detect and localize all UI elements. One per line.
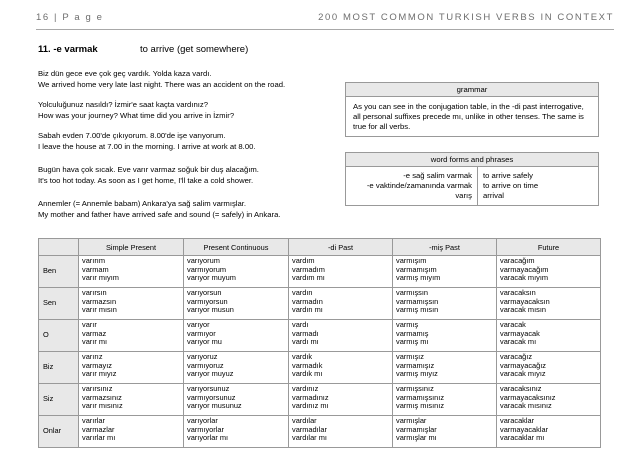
grammar-heading: grammar bbox=[346, 83, 598, 97]
verb-form: varmayız bbox=[82, 360, 112, 370]
conjugation-cell bbox=[184, 384, 289, 416]
verb-form: varmıyorlar bbox=[187, 424, 224, 434]
word-forms-box bbox=[345, 152, 599, 206]
verb-form: varmayacağız bbox=[500, 360, 547, 370]
verb-form: varır mısın bbox=[82, 305, 117, 315]
verb-form: varmamışlar bbox=[396, 424, 437, 434]
verb-form: varıyorum bbox=[187, 256, 220, 265]
column-header: -miş Past bbox=[393, 239, 497, 256]
table-row bbox=[39, 256, 601, 288]
phrases-english bbox=[478, 167, 543, 205]
page-header bbox=[36, 12, 614, 28]
example-turkish: Sabah evden 7.00'de çıkıyorum. 8.00'de işe varıyorum. bbox=[38, 131, 226, 140]
verb-form: vardın mı bbox=[292, 305, 323, 315]
verb-form: varmışsın bbox=[396, 288, 429, 297]
verb-form: vardık mı bbox=[292, 369, 323, 379]
verb-form: varmadı bbox=[292, 328, 319, 338]
verb-form: varmış mısın bbox=[396, 305, 439, 315]
verb-form: varmazsınız bbox=[82, 392, 122, 402]
verb-form: varırsınız bbox=[82, 384, 113, 393]
conjugation-cell bbox=[393, 352, 497, 384]
verb-form: varırlar mı bbox=[82, 433, 116, 443]
verb-form: varmış bbox=[396, 320, 419, 329]
verb-form: varır mıyız bbox=[82, 369, 117, 379]
conjugation-cell bbox=[393, 416, 497, 448]
verb-form: varmayacak bbox=[500, 328, 540, 338]
verb-form: varır mısınız bbox=[82, 401, 123, 411]
conjugation-cell bbox=[79, 352, 184, 384]
verb-form: varacağım bbox=[500, 256, 535, 265]
verb-form: vardılar bbox=[292, 416, 317, 425]
person-label: Sen bbox=[39, 288, 79, 320]
verb-form: varmamışsınız bbox=[396, 392, 445, 402]
example-english: We arrived home very late last night. There was an accident on the road. bbox=[38, 80, 286, 89]
verb-form: varacaklar bbox=[500, 416, 535, 425]
verb-form: varır bbox=[82, 320, 97, 329]
verb-form: varmayacaklar bbox=[500, 424, 549, 434]
verb-form: varıyor muyum bbox=[187, 273, 236, 283]
conjugation-cell bbox=[184, 416, 289, 448]
verb-form: vardılar mı bbox=[292, 433, 327, 443]
column-header: Future bbox=[497, 239, 601, 256]
conjugation-cell bbox=[289, 320, 393, 352]
verb-form: varmış mısınız bbox=[396, 401, 445, 411]
verb-form: varacak mıyız bbox=[500, 369, 546, 379]
verb-form: varmaz bbox=[82, 328, 107, 338]
example-turkish: Bugün hava çok sıcak. Eve varır varmaz soğuk bir duş alacağım. bbox=[38, 165, 259, 174]
conjugation-cell bbox=[497, 320, 601, 352]
verb-form: varıyorlar mı bbox=[187, 433, 229, 443]
phrase-tr: -e sağ salim varmak bbox=[403, 171, 472, 180]
table-row bbox=[39, 288, 601, 320]
verb-form: vardık bbox=[292, 352, 313, 361]
conjugation-cell bbox=[289, 288, 393, 320]
verb-form: varır mı bbox=[82, 337, 108, 347]
verb-form: varıyor mu bbox=[187, 337, 222, 347]
verb-form: varıyor bbox=[187, 320, 210, 329]
phrase-en: to arrive on time bbox=[483, 181, 539, 190]
conjugation-table bbox=[38, 238, 601, 448]
verb-form: vardın bbox=[292, 288, 313, 297]
table-row bbox=[39, 416, 601, 448]
header-divider bbox=[36, 29, 614, 30]
verb-form: vardım bbox=[292, 256, 315, 265]
verb-form: varırız bbox=[82, 352, 103, 361]
conjugation-cell bbox=[184, 352, 289, 384]
verb-form: varmışlar mı bbox=[396, 433, 437, 443]
verb-heading: 11. -e varmak bbox=[38, 44, 98, 55]
example-english: I leave the house at 7.00 in the morning. I arrive at work at 8.00. bbox=[38, 142, 256, 151]
verb-form: varacak mıyım bbox=[500, 273, 549, 283]
person-label: O bbox=[39, 320, 79, 352]
conjugation-cell bbox=[289, 384, 393, 416]
column-header: -di Past bbox=[289, 239, 393, 256]
verb-form: varmayacaksınız bbox=[500, 392, 556, 402]
verb-form: varıyor musunuz bbox=[187, 401, 242, 411]
verb-form: varıyoruz bbox=[187, 352, 218, 361]
verb-form: varmışsınız bbox=[396, 384, 434, 393]
grammar-box bbox=[345, 82, 599, 137]
example-english: My mother and father have arrived safe and sound (= safely) in Ankara. bbox=[38, 210, 281, 219]
conjugation-cell bbox=[184, 320, 289, 352]
column-header: Present Continuous bbox=[184, 239, 289, 256]
table-row bbox=[39, 352, 601, 384]
conjugation-cell bbox=[497, 256, 601, 288]
verb-form: vardı mı bbox=[292, 337, 319, 347]
conjugation-cell bbox=[79, 416, 184, 448]
conjugation-cell bbox=[79, 256, 184, 288]
verb-form: varır mıyım bbox=[82, 273, 119, 283]
verb-form: varmamışsın bbox=[396, 296, 439, 306]
verb-translation: to arrive (get somewhere) bbox=[140, 44, 249, 55]
table-row bbox=[39, 384, 601, 416]
conjugation-cell bbox=[393, 320, 497, 352]
conjugation-cell bbox=[184, 256, 289, 288]
verb-form: vardınız bbox=[292, 384, 319, 393]
table-row bbox=[39, 320, 601, 352]
verb-form: varmışız bbox=[396, 352, 424, 361]
verb-form: varacak mısın bbox=[500, 305, 547, 315]
column-header: Simple Present bbox=[79, 239, 184, 256]
verb-form: varmış mıyım bbox=[396, 273, 441, 283]
example-turkish: Yolculuğunuz nasıldı? İzmir'e saat kaçta vardınız? bbox=[38, 100, 208, 109]
verb-form: varıyorlar bbox=[187, 416, 218, 425]
verb-form: varacağız bbox=[500, 352, 533, 361]
verb-form: varmadın bbox=[292, 296, 323, 306]
verb-form: varıyor musun bbox=[187, 305, 234, 315]
page-number: 16 | P a g e bbox=[36, 12, 104, 23]
conjugation-cell bbox=[393, 256, 497, 288]
example-item bbox=[38, 99, 338, 121]
conjugation-cell bbox=[497, 288, 601, 320]
person-label: Biz bbox=[39, 352, 79, 384]
verb-form: varmadım bbox=[292, 264, 325, 274]
verb-form: varmam bbox=[82, 264, 109, 274]
example-item bbox=[38, 130, 338, 152]
conjugation-cell bbox=[79, 320, 184, 352]
example-english: How was your journey? What time did you arrive in İzmir? bbox=[38, 111, 235, 120]
verb-form: varacaklar mı bbox=[500, 433, 545, 443]
verb-form: varıyorsun bbox=[187, 288, 222, 297]
verb-form: varmıyor bbox=[187, 328, 216, 338]
table-header-row bbox=[39, 239, 601, 256]
conjugation-cell bbox=[79, 288, 184, 320]
conjugation-cell bbox=[497, 416, 601, 448]
verb-form: varmıyoruz bbox=[187, 360, 224, 370]
phrase-en: arrival bbox=[483, 191, 504, 200]
verb-form: varmadık bbox=[292, 360, 323, 370]
verb-form: varıyorsunuz bbox=[187, 384, 230, 393]
conjugation-cell bbox=[79, 384, 184, 416]
verb-form: varırlar bbox=[82, 416, 105, 425]
verb-form: varmıyorum bbox=[187, 264, 227, 274]
verb-form: varmış mı bbox=[396, 337, 429, 347]
person-label: Ben bbox=[39, 256, 79, 288]
example-item bbox=[38, 68, 338, 90]
verb-form: varacak bbox=[500, 320, 526, 329]
verb-form: varırım bbox=[82, 256, 105, 265]
phrases-turkish bbox=[346, 167, 478, 205]
verb-form: varmamışım bbox=[396, 264, 437, 274]
example-item bbox=[38, 198, 338, 220]
phrase-en: to arrive safely bbox=[483, 171, 533, 180]
conjugation-cell bbox=[289, 416, 393, 448]
example-english: It's too hot today. As soon as I get home, I'll take a cold shower. bbox=[38, 176, 254, 185]
verb-form: varacak mı bbox=[500, 337, 537, 347]
verb-form: varmamış bbox=[396, 328, 429, 338]
book-title: 200 MOST COMMON TURKISH VERBS IN CONTEXT bbox=[318, 12, 614, 23]
verb-form: vardım mı bbox=[292, 273, 325, 283]
person-label: Onlar bbox=[39, 416, 79, 448]
person-label: Siz bbox=[39, 384, 79, 416]
verb-form: varmış mıyız bbox=[396, 369, 438, 379]
verb-form: varmayacaksın bbox=[500, 296, 550, 306]
grammar-text: As you can see in the conjugation table, in the -di past interrogative, all personal suffixes precede mı, unlike in other tenses. The same is true for all verbs. bbox=[353, 102, 584, 131]
column-header bbox=[39, 239, 79, 256]
verb-form: varmışlar bbox=[396, 416, 427, 425]
verb-form: varacaksınız bbox=[500, 384, 542, 393]
conjugation-cell bbox=[289, 256, 393, 288]
example-turkish: Annemler (= Annemle babam) Ankara'ya sağ salim varmışlar. bbox=[38, 199, 247, 208]
phrase-tr: -e vaktinde/zamanında varmak bbox=[366, 181, 472, 190]
examples-block bbox=[38, 68, 338, 229]
verb-form: varacak mısınız bbox=[500, 401, 552, 411]
verb-form: vardı bbox=[292, 320, 309, 329]
example-turkish: Biz dün gece eve çok geç vardık. Yolda kaza vardı. bbox=[38, 69, 212, 78]
verb-form: varacaksın bbox=[500, 288, 536, 297]
verb-form: varmayacağım bbox=[500, 264, 549, 274]
example-item bbox=[38, 164, 338, 186]
verb-form: varmıyorsunuz bbox=[187, 392, 236, 402]
verb-form: varmazsın bbox=[82, 296, 117, 306]
verb-form: varmadılar bbox=[292, 424, 327, 434]
conjugation-cell bbox=[497, 352, 601, 384]
verb-form: varmadınız bbox=[292, 392, 329, 402]
verb-form: varmamışız bbox=[396, 360, 435, 370]
conjugation-cell bbox=[393, 384, 497, 416]
phrase-tr: varış bbox=[455, 191, 472, 200]
conjugation-cell bbox=[497, 384, 601, 416]
conjugation-cell bbox=[184, 288, 289, 320]
verb-form: varırsın bbox=[82, 288, 107, 297]
word-forms-heading: word forms and phrases bbox=[346, 153, 598, 167]
verb-form: varmışım bbox=[396, 256, 427, 265]
verb-form: vardınız mı bbox=[292, 401, 329, 411]
verb-form: varıyor muyuz bbox=[187, 369, 234, 379]
conjugation-cell bbox=[289, 352, 393, 384]
verb-form: varmıyorsun bbox=[187, 296, 228, 306]
conjugation-cell bbox=[393, 288, 497, 320]
verb-form: varmazlar bbox=[82, 424, 115, 434]
